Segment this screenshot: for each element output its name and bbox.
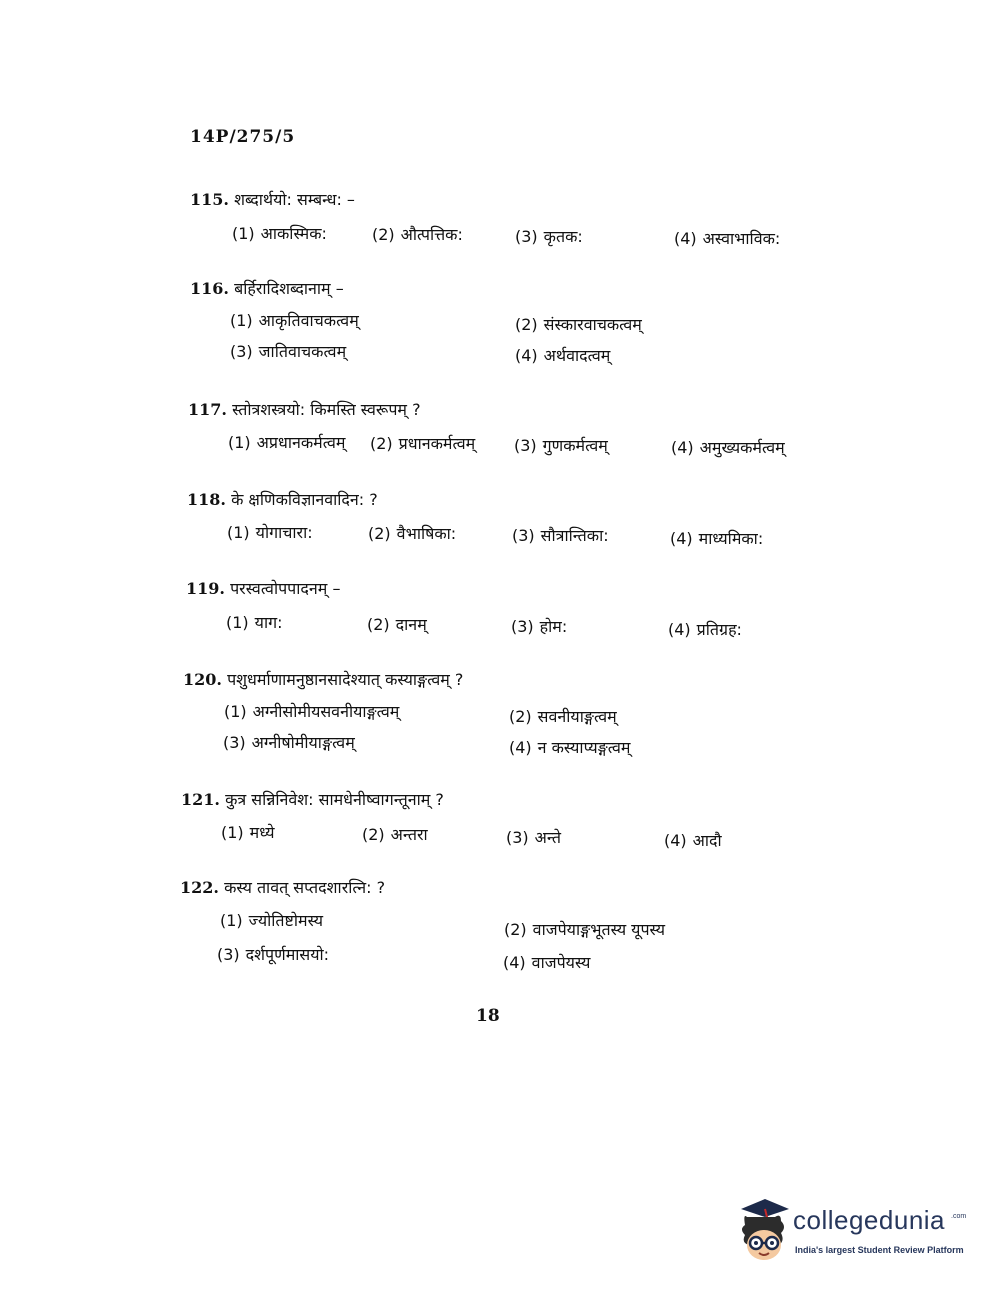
option-4: (4) न कस्याप्यङ्गत्वम् (509, 738, 631, 757)
question-number: 115. (190, 190, 229, 209)
page-number: 18 (476, 1006, 500, 1026)
question-stem (180, 876, 385, 898)
question-number: 117. (188, 400, 227, 419)
option-4: (4) अमुख्यकर्मत्वम् (671, 438, 785, 457)
question-text: परस्वत्वोपपादनम् – (230, 579, 341, 598)
option-3: (3) अग्नीषोमीयाङ्गत्वम् (223, 733, 355, 752)
paper-code: 14P/275/5 (190, 127, 296, 147)
question-text: बर्हिरादिशब्दानाम् – (234, 279, 344, 298)
question-number: 118. (187, 490, 226, 509)
option-3: (3) कृतक: (515, 227, 583, 246)
question-118 (0, 488, 993, 583)
brand-name: collegedunia (793, 1205, 946, 1235)
question-stem (190, 277, 344, 299)
mascot-icon (735, 1195, 793, 1267)
question-number: 120. (183, 670, 222, 689)
question-text: शब्दार्थयो: सम्बन्ध: – (234, 190, 355, 209)
question-stem (183, 668, 463, 690)
option-2: (2) प्रधानकर्मत्वम् (370, 434, 476, 453)
question-stem (188, 398, 421, 420)
option-1: (1) आकृतिवाचकत्वम् (230, 311, 359, 330)
option-2: (2) वैभाषिका: (368, 524, 457, 543)
brand-tagline: India's largest Student Review Platform (795, 1245, 964, 1255)
option-4: (4) माध्यमिका: (670, 529, 764, 548)
question-122 (0, 876, 993, 971)
question-stem (186, 577, 340, 599)
option-3: (3) होम: (511, 617, 568, 636)
option-3: (3) सौत्रान्तिका: (512, 526, 609, 545)
option-1: (1) अप्रधानकर्मत्वम् (228, 433, 346, 452)
question-120 (0, 668, 993, 763)
option-4: (4) अस्वाभाविक: (674, 229, 781, 248)
question-text: कस्य तावत् सप्तदशारत्नि: ? (224, 878, 386, 897)
question-number: 116. (190, 279, 229, 298)
question-number: 119. (186, 579, 225, 598)
option-3: (3) दर्शपूर्णमासयो: (217, 945, 330, 964)
question-stem (181, 788, 444, 810)
option-4: (4) वाजपेयस्य (503, 953, 591, 972)
option-3: (3) अन्ते (506, 828, 561, 847)
option-1: (1) अग्नीसोमीयसवनीयाङ्गत्वम् (224, 702, 400, 721)
question-text: पशुधर्माणामनुष्ठानसादेश्यात् कस्याङ्गत्वम् ? (227, 670, 464, 689)
option-4: (4) अर्थवादत्वम् (515, 346, 611, 365)
option-4: (4) आदौ (664, 831, 722, 850)
option-1: (1) मध्ये (221, 823, 275, 842)
option-2: (2) सवनीयाङ्गत्वम् (509, 707, 617, 726)
question-text: के क्षणिकविज्ञानवादिन: ? (231, 490, 378, 509)
question-116 (0, 277, 993, 372)
question-text: स्तोत्रशस्त्रयो: किमस्ति स्वरूपम् ? (232, 400, 421, 419)
collegedunia-logo (735, 1195, 965, 1273)
question-text: कुत्र सन्निनिवेश: सामधेनीष्वागन्तूनाम् ? (225, 790, 444, 809)
option-2: (2) औत्पत्तिक: (372, 225, 463, 244)
option-1: (1) याग: (226, 613, 283, 632)
question-stem (190, 188, 355, 210)
option-3: (3) गुणकर्मत्वम् (514, 436, 608, 455)
brand-domain: .com (951, 1213, 967, 1220)
question-stem (187, 488, 378, 510)
option-4: (4) प्रतिग्रह: (668, 620, 742, 639)
question-121 (0, 788, 993, 883)
question-115 (0, 188, 993, 283)
question-number: 121. (181, 790, 220, 809)
option-1: (1) आकस्मिक: (232, 224, 327, 243)
option-2: (2) अन्तरा (362, 825, 428, 844)
question-119 (0, 577, 993, 672)
option-3: (3) जातिवाचकत्वम् (230, 342, 347, 361)
option-2: (2) वाजपेयाङ्गभूतस्य यूपस्य (504, 920, 666, 939)
option-1: (1) योगाचारा: (227, 523, 313, 542)
option-2: (2) संस्कारवाचकत्वम् (515, 315, 642, 334)
option-1: (1) ज्योतिष्टोमस्य (220, 911, 324, 930)
option-2: (2) दानम् (367, 615, 427, 634)
question-number: 122. (180, 878, 219, 897)
question-117 (0, 398, 993, 493)
